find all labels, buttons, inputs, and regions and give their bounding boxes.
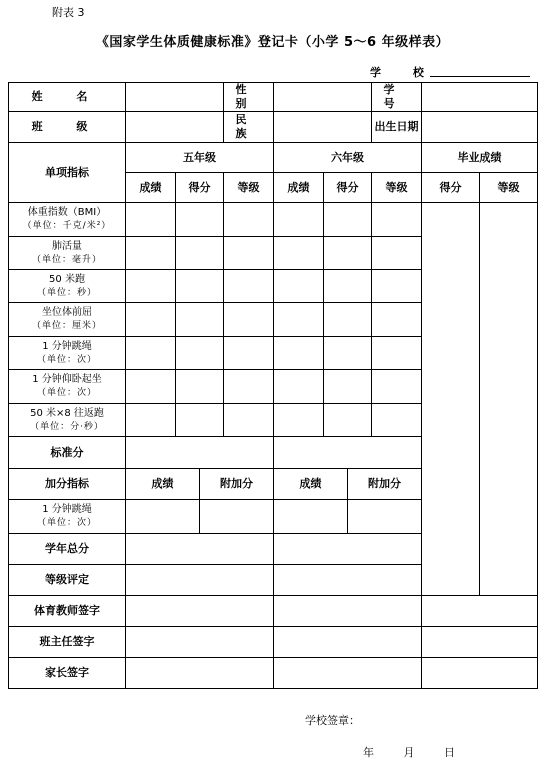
g5-score-cell[interactable] [176,303,224,337]
g6-score-cell[interactable] [324,404,372,437]
item-unit: （单位：毫升） [31,254,102,265]
grade-rating-label: 等级评定 [9,565,126,596]
name-field[interactable] [126,83,224,112]
gender-field[interactable] [274,83,372,112]
item-name: 1 分钟跳绳 [42,340,92,352]
g6-score-cell[interactable] [324,270,372,303]
item-row [9,203,538,237]
g5-level-cell[interactable] [224,404,274,437]
head-teacher-signature-row [9,627,538,658]
g5-level-cell[interactable] [224,203,274,237]
item-name: 坐位体前屈 [42,307,92,318]
g6-level-cell[interactable] [372,370,422,404]
g6-result-cell[interactable] [274,337,324,370]
g6-level-cell[interactable] [372,337,422,370]
item-label [9,370,126,404]
bonus-item-name: 1 分钟跳绳 [42,504,92,515]
g6-result-header: 成绩 [274,173,324,203]
g5-result-header: 成绩 [126,173,176,203]
g5-grade-rating-cell[interactable] [126,565,274,596]
item-label [9,404,126,437]
grade-header-row [9,143,538,173]
g6-bonus-result-cell[interactable] [274,500,348,534]
grad-score-header: 得分 [422,173,480,203]
date-line: 年 月 日 [363,746,457,759]
g5-level-header: 等级 [224,173,274,203]
g5-total-score-cell[interactable] [126,534,274,565]
pe-teacher-signature-label: 体育教师签字 [9,596,126,627]
item-label [9,270,126,303]
g5-level-cell[interactable] [224,303,274,337]
g5-score-header: 得分 [176,173,224,203]
bonus-header: 加分指标 [9,469,126,500]
g5-score-cell[interactable] [176,270,224,303]
item-name: 1 分钟仰卧起坐 [32,374,102,385]
g5-result-cell[interactable] [126,203,176,237]
g6-score-cell[interactable] [324,203,372,237]
name-label: 姓 名 [9,83,126,112]
item-unit: （单位：次） [36,354,97,365]
g6-level-cell[interactable] [372,203,422,237]
g5-score-cell[interactable] [176,370,224,404]
g6-score-cell[interactable] [324,303,372,337]
page-title: 《国家学生体质健康标准》登记卡（小学 5～6 年级样表） [95,35,450,50]
item-unit: （单位：次） [36,388,97,398]
g6-total-score-cell[interactable] [274,534,422,565]
g5-level-cell[interactable] [224,270,274,303]
g5-level-cell[interactable] [224,370,274,404]
g5-head-teacher-signature-cell[interactable] [126,627,274,658]
g6-result-cell[interactable] [274,303,324,337]
g6-bonus-extra-header: 附加分 [348,469,422,500]
g6-result-cell[interactable] [274,370,324,404]
item-unit: （单位：厘米） [31,321,102,331]
g6-parent-signature-cell[interactable] [274,658,422,689]
info-row-1 [9,83,538,112]
item-name: 50 米跑 [49,273,85,285]
info-row-2 [9,112,538,143]
g6-result-cell[interactable] [274,404,324,437]
g6-bonus-extra-cell[interactable] [348,500,422,534]
g6-grade-rating-cell[interactable] [274,565,422,596]
item-name: 体重指数（BMI） [27,207,107,218]
ethnicity-label: 民 族 [224,112,274,143]
g5-bonus-result-header: 成绩 [126,469,200,500]
registration-card-table [8,82,538,689]
parent-signature-row [9,658,538,689]
school-seal-label: 学校签章： [305,714,360,727]
g5-result-cell[interactable] [126,370,176,404]
grad-parent-signature-cell[interactable] [422,658,538,689]
item-unit: （单位：秒） [36,287,97,298]
ethnicity-field[interactable] [274,112,372,143]
class-field[interactable] [126,112,224,143]
item-name: 肺活量 [52,240,82,252]
g5-result-cell[interactable] [126,270,176,303]
g6-result-cell[interactable] [274,237,324,270]
g6-score-header: 得分 [324,173,372,203]
g5-parent-signature-cell[interactable] [126,658,274,689]
pe-teacher-signature-row [9,596,538,627]
birth-date-label: 出生日期 [372,112,422,143]
grad-level-cell[interactable] [480,203,538,596]
grad-pe-teacher-signature-cell[interactable] [422,596,538,627]
g6-result-cell[interactable] [274,203,324,237]
g6-level-cell[interactable] [372,404,422,437]
g6-score-cell[interactable] [324,337,372,370]
student-id-field[interactable] [422,83,538,112]
item-unit: （单位：千克/米²） [22,221,112,231]
grad-score-cell[interactable] [422,203,480,596]
g6-level-cell[interactable] [372,303,422,337]
g5-score-cell[interactable] [176,203,224,237]
g5-score-cell[interactable] [176,237,224,270]
g6-score-cell[interactable] [324,237,372,270]
parent-signature-label: 家长签字 [9,658,126,689]
g5-result-cell[interactable] [126,237,176,270]
item-label [9,237,126,270]
head-teacher-signature-label: 班主任签字 [9,627,126,658]
g5-level-cell[interactable] [224,237,274,270]
item-label [9,303,126,337]
g5-bonus-extra-header: 附加分 [200,469,274,500]
grade5-header: 五年级 [126,143,274,173]
g6-pe-teacher-signature-cell[interactable] [274,596,422,627]
item-name: 50 米×8 往返跑 [30,407,104,419]
birth-date-field[interactable] [422,112,538,143]
g6-score-cell[interactable] [324,370,372,404]
g6-level-header: 等级 [372,173,422,203]
grade6-header: 六年级 [274,143,422,173]
class-label: 班 级 [9,112,126,143]
g5-result-cell[interactable] [126,404,176,437]
student-id-label: 学 号 [372,83,422,112]
total-score-label: 学年总分 [9,534,126,565]
g6-head-teacher-signature-cell[interactable] [274,627,422,658]
g5-bonus-extra-cell[interactable] [200,500,274,534]
standard-score-label: 标准分 [9,437,126,469]
g5-pe-teacher-signature-cell[interactable] [126,596,274,627]
appendix-label: 附表 3 [52,6,85,19]
g6-result-cell[interactable] [274,270,324,303]
g5-score-cell[interactable] [176,337,224,370]
item-unit: （单位：分·秒） [30,421,104,432]
item-label [9,203,126,237]
school-label: 学 校 [370,66,438,79]
g5-score-cell[interactable] [176,404,224,437]
grad-level-header: 等级 [480,173,538,203]
gender-label: 性 别 [224,83,274,112]
bonus-item-unit: （单位：次） [36,518,97,528]
g5-level-cell[interactable] [224,337,274,370]
g6-level-cell[interactable] [372,237,422,270]
grad-head-teacher-signature-cell[interactable] [422,627,538,658]
g6-standard-score-cell[interactable] [274,437,422,469]
bonus-item-label [9,500,126,534]
g5-bonus-result-cell[interactable] [126,500,200,534]
item-header: 单项指标 [9,143,126,203]
g5-result-cell[interactable] [126,303,176,337]
graduation-header: 毕业成绩 [422,143,538,173]
g6-level-cell[interactable] [372,270,422,303]
g5-result-cell[interactable] [126,337,176,370]
school-field[interactable] [430,76,530,77]
g5-standard-score-cell[interactable] [126,437,274,469]
g6-bonus-result-header: 成绩 [274,469,348,500]
item-label [9,337,126,370]
